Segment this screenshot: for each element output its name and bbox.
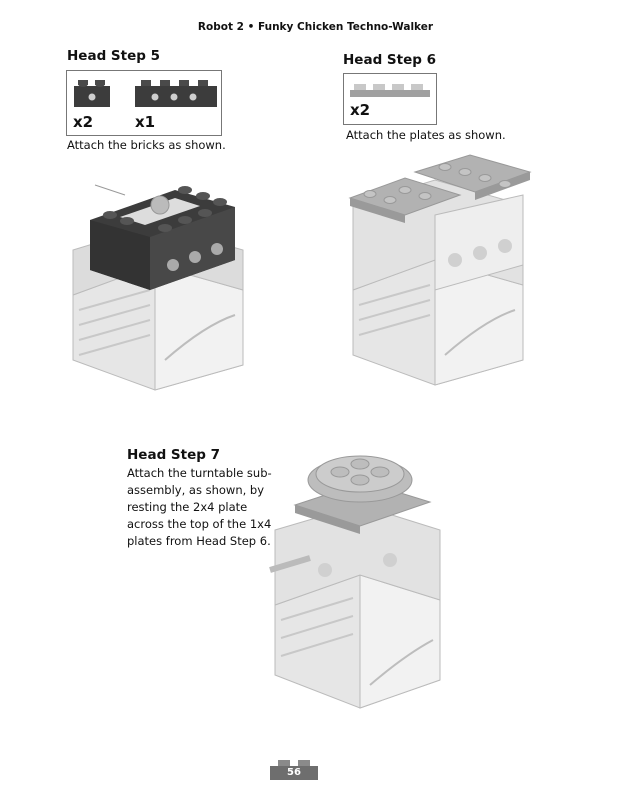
- step-7-caption-line-3: resting the 2x4 plate: [127, 500, 248, 514]
- step-6-model-illustration: [345, 150, 545, 380]
- step-6-caption: Attach the plates as shown.: [346, 128, 506, 142]
- step-7-caption-line-5: plates from Head Step 6.: [127, 534, 271, 548]
- dark-technic-brick-1x4-icon: [135, 80, 217, 107]
- step-5-model-illustration: [65, 165, 265, 395]
- step-5-part-2-qty: x1: [135, 113, 156, 131]
- step-7-caption-line-1: Attach the turntable sub-: [127, 466, 272, 480]
- page-number-badge: [270, 758, 318, 780]
- step-7-model-illustration: [265, 440, 465, 710]
- step-7-caption-line-2: assembly, as shown, by: [127, 483, 265, 497]
- page-number: 56: [270, 766, 318, 780]
- step-7-caption-line-4: across the top of the 1x4: [127, 517, 272, 531]
- step-5-parts-box: [66, 70, 222, 136]
- step-7-title: Head Step 7: [127, 447, 221, 463]
- step-5-caption: Attach the bricks as shown.: [67, 138, 226, 152]
- step-7-caption: [127, 465, 272, 550]
- step-5-part-1-qty: x2: [73, 113, 94, 131]
- dark-technic-brick-1x2-icon: [74, 80, 110, 107]
- step-6-title: Head Step 6: [343, 52, 437, 68]
- step-6-parts-box: [343, 73, 437, 125]
- light-plate-1x4-icon: [350, 84, 430, 97]
- running-header: Robot 2 • Funky Chicken Techno-Walker: [197, 21, 434, 33]
- step-5-title: Head Step 5: [67, 48, 161, 64]
- step-6-part-1-qty: x2: [350, 101, 371, 119]
